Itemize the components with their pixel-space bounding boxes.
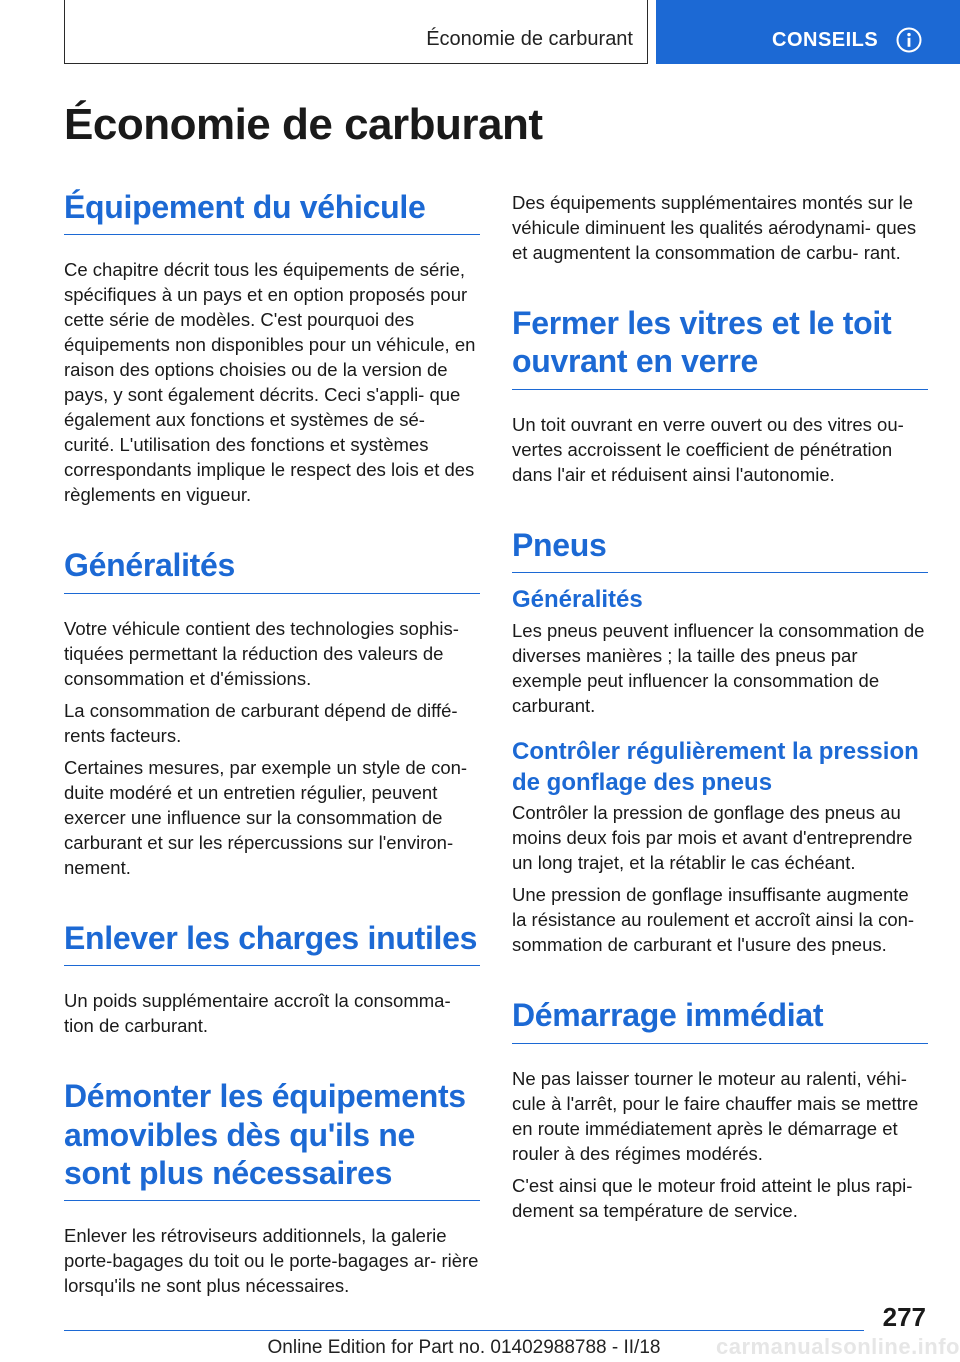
info-circle-icon bbox=[896, 27, 922, 53]
right-column bbox=[512, 190, 928, 1230]
page-title: Économie de carburant bbox=[64, 100, 543, 149]
paragraph: Enlever les rétroviseurs additionnels, la galerie porte-bagages du toit ou le porte-bagages ar‐ rière lorsqu'ils ne sont plus nécessaires. bbox=[64, 1225, 479, 1297]
paragraph: Contrôler la pression de gonflage des pneus au moins deux fois par mois et avant d'entreprendre un long trajet, et la rétablir le cas échéant. bbox=[512, 802, 913, 874]
paragraph: Les pneus peuvent influencer la consommation de diverses manières ; la taille des pneus par exemple peut influencer la consommation de carburant. bbox=[512, 619, 925, 716]
paragraph: Ne pas laisser tourner le moteur au ralenti, véhi‐ cule à l'arrêt, pour le faire chauffer mais se mettre en route immédiatement après le démarrage et rouler à des régimes modérés. bbox=[512, 1067, 919, 1164]
heading-tires: Pneus bbox=[512, 526, 928, 573]
footer-divider bbox=[64, 1330, 864, 1331]
paragraph: Des équipements supplémentaires montés sur le véhicule diminuent les qualités aérodynami‐ ques et augmentent la consommation de carbu‐ rant. bbox=[512, 192, 917, 263]
heading-close-windows: Fermer les vitres et le toit ouvrant en verre bbox=[512, 304, 928, 390]
heading-immediate-start: Démarrage immédiat bbox=[512, 996, 928, 1043]
paragraph: Votre véhicule contient des technologies sophis‐ tiquées permettant la réduction des valeurs de consommation et d'émissions. bbox=[64, 617, 459, 689]
heading-remove-equipment: Démonter les équipements amovibles dès qu'ils ne sont plus nécessaires bbox=[64, 1077, 480, 1201]
heading-vehicle-equipment: Équipement du véhicule bbox=[64, 188, 480, 235]
heading-general: Généralités bbox=[64, 546, 480, 593]
page-number: 277 bbox=[882, 1302, 926, 1332]
paragraph: Une pression de gonflage insuffisante augmente la résistance au roulement et accroît ainsi la con‐ sommation de carburant et l'usure des pneus. bbox=[512, 884, 915, 956]
paragraph: Un poids supplémentaire accroît la consomma‐ tion de carburant. bbox=[64, 990, 451, 1037]
subheading-tires-general: Généralités bbox=[512, 586, 643, 614]
paragraph: Ce chapitre décrit tous les équipements de série, spécifiques à un pays et en option proposés pour cette série de modèles. C'est pourquoi des équipements non disponibles pour un véhicule, en raison des options choisies ou de la version de pays, y sont également décrits. Ceci s'appli‐ que également aux fonctions et systèmes de sé‐ curité. L'utilisation des fonctions et systèmes correspondants implique le respect des lois et des règlements en vigueur. bbox=[64, 259, 476, 506]
paragraph: Certaines mesures, par exemple un style de con‐ duite modéré et un entretien régulier, peuvent exercer une influence sur la consommation de carburant et sur les répercussions sur l'environ‐ nement. bbox=[64, 756, 468, 878]
paragraph: La consommation de carburant dépend de diffé‐ rents facteurs. bbox=[64, 699, 458, 746]
header-category-box bbox=[656, 0, 960, 64]
subheading-tire-pressure: Contrôler régulièrement la pression de gonflage des pneus bbox=[512, 737, 919, 796]
paragraph: Un toit ouvrant en verre ouvert ou des vitres ou‐ vertes accroissent le coefficient de pénétration dans l'air et réduisent ainsi l'autonomie. bbox=[512, 413, 904, 485]
watermark: carmanualsonline.info bbox=[716, 1334, 960, 1359]
header-category-label: CONSEILS bbox=[772, 29, 879, 51]
header-section-box bbox=[64, 0, 648, 64]
footer-edition: Online Edition for Part no. 01402988788 - II/18 bbox=[267, 1337, 661, 1358]
header-section-title: Économie de carburant bbox=[426, 28, 633, 50]
left-column bbox=[64, 188, 480, 1305]
heading-remove-loads: Enlever les charges inutiles bbox=[64, 919, 480, 966]
paragraph: C'est ainsi que le moteur froid atteint le plus rapi‐ dement sa température de service. bbox=[512, 1174, 913, 1221]
